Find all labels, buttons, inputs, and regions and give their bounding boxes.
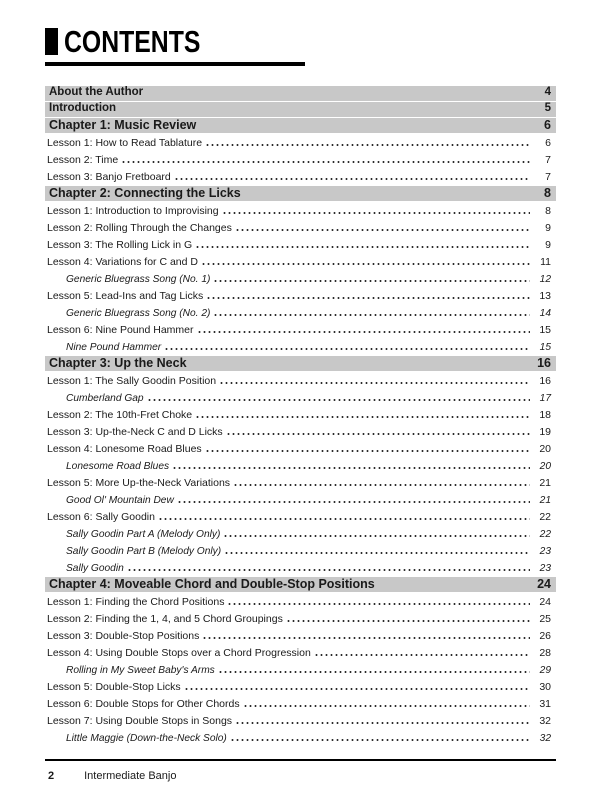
- toc-leader-dots: [223, 534, 530, 538]
- toc-entry: [45, 627, 556, 644]
- toc-entry-label: Cumberland Gap: [66, 392, 144, 404]
- toc-entry: [45, 406, 556, 423]
- toc-entry-page-number: 28: [539, 647, 551, 660]
- toc-leader-dots: [195, 415, 530, 419]
- toc-entry-label: Lesson 1: Finding the Chord Positions: [47, 596, 225, 609]
- toc-entry-label: Lesson 2: Finding the 1, 4, and 5 Chord Groupings: [47, 613, 283, 626]
- toc-leader-dots: [233, 483, 530, 487]
- toc-entry: [45, 678, 556, 695]
- toc-entry: [45, 610, 556, 627]
- toc-entry-label: Lesson 2: The 10th-Fret Choke: [47, 409, 193, 422]
- toc-entry-label: Lesson 5: Lead-Ins and Tag Licks: [47, 290, 204, 303]
- footer-page-number: 2: [48, 770, 55, 782]
- toc-entry: [45, 423, 556, 440]
- toc-leader-dots: [218, 670, 530, 674]
- toc-entry-label: Sally Goodin: [66, 562, 124, 574]
- toc-entry-label: Lesson 6: Nine Pound Hammer: [47, 324, 194, 337]
- toc-entry: [45, 202, 556, 219]
- toc-leader-dots: [230, 738, 530, 742]
- toc-entry-page-number: 17: [539, 392, 551, 404]
- toc-entry: [45, 219, 556, 236]
- toc-entry: [45, 86, 556, 101]
- toc-leader-dots: [235, 721, 530, 725]
- toc-entry-label: Generic Bluegrass Song (No. 1): [66, 273, 211, 285]
- toc-entry-label: Lonesome Road Blues: [66, 460, 170, 472]
- toc-list: [45, 86, 556, 746]
- toc-leader-dots: [147, 398, 530, 402]
- toc-entry-page-number: 25: [539, 613, 551, 626]
- toc-entry-page-number: 20: [539, 443, 551, 456]
- toc-entry-label: Sally Goodin Part B (Melody Only): [66, 545, 222, 557]
- toc-entry: [45, 729, 556, 746]
- toc-leader-dots: [172, 466, 530, 470]
- toc-entry-page-number: 29: [539, 664, 551, 676]
- toc-entry-label: Lesson 3: The Rolling Lick in G: [47, 239, 193, 252]
- toc-entry-label: Little Maggie (Down-the-Neck Solo): [66, 732, 227, 744]
- toc-entry-label: Introduction: [49, 102, 117, 115]
- toc-entry-label: Lesson 4: Variations for C and D: [47, 256, 198, 269]
- toc-leader-dots: [235, 228, 530, 232]
- toc-entry: [45, 525, 556, 542]
- toc-entry: [45, 661, 556, 678]
- toc-entry-label: Chapter 1: Music Review: [49, 117, 197, 132]
- toc-entry: [45, 372, 556, 389]
- toc-entry: [45, 304, 556, 321]
- toc-entry-page-number: 7: [545, 171, 551, 184]
- toc-leader-dots: [119, 109, 530, 113]
- toc-entry-label: Lesson 4: Lonesome Road Blues: [47, 443, 202, 456]
- toc-entry-page-number: 12: [539, 273, 551, 285]
- toc-entry-label: Lesson 5: Double-Stop Licks: [47, 681, 181, 694]
- toc-leader-dots: [222, 211, 530, 215]
- toc-entry-label: Lesson 2: Time: [47, 154, 119, 167]
- toc-entry-page-number: 5: [544, 102, 551, 115]
- toc-leader-dots: [205, 449, 530, 453]
- toc-entry-page-number: 16: [539, 375, 551, 388]
- toc-entry-page-number: 8: [545, 205, 551, 218]
- toc-entry-page-number: 18: [539, 409, 551, 422]
- toc-leader-dots: [177, 500, 530, 504]
- toc-entry: [45, 695, 556, 712]
- toc-leader-dots: [243, 704, 530, 708]
- toc-entry-page-number: 31: [539, 698, 551, 711]
- toc-entry-label: Lesson 6: Double Stops for Other Chords: [47, 698, 240, 711]
- toc-leader-dots: [199, 125, 530, 129]
- toc-entry-page-number: 22: [539, 511, 551, 524]
- toc-entry-page-number: 9: [545, 239, 551, 252]
- toc-entry-page-number: 4: [544, 86, 551, 99]
- toc-entry: [45, 491, 556, 508]
- toc-entry-page-number: 24: [537, 576, 551, 591]
- toc-entry-page-number: 13: [539, 290, 551, 303]
- toc-leader-dots: [184, 687, 530, 691]
- footer-rule: [45, 759, 556, 761]
- toc-entry: [45, 457, 556, 474]
- toc-entry: [45, 356, 556, 371]
- toc-entry-label: Lesson 3: Double-Stop Positions: [47, 630, 200, 643]
- toc-entry-page-number: 22: [539, 528, 551, 540]
- toc-entry: [45, 134, 556, 151]
- toc-entry-page-number: 15: [539, 341, 551, 353]
- toc-entry-page-number: 24: [539, 596, 551, 609]
- toc-leader-dots: [127, 568, 530, 572]
- toc-entry-label: Lesson 3: Banjo Fretboard: [47, 171, 171, 184]
- toc-entry-page-number: 26: [539, 630, 551, 643]
- toc-entry-page-number: 9: [545, 222, 551, 235]
- toc-entry-page-number: 11: [540, 256, 551, 269]
- toc-leader-dots: [244, 193, 530, 197]
- toc-entry: [45, 168, 556, 185]
- toc-entry-page-number: 23: [539, 562, 551, 574]
- toc-entry-label: Lesson 1: The Sally Goodin Position: [47, 375, 217, 388]
- toc-entry-label: Chapter 4: Moveable Chord and Double-Stop Positions: [49, 576, 375, 591]
- toc-entry-page-number: 6: [545, 137, 551, 150]
- toc-entry: [45, 593, 556, 610]
- toc-entry-label: Nine Pound Hammer: [66, 341, 162, 353]
- toc-leader-dots: [201, 262, 530, 266]
- toc-entry: [45, 151, 556, 168]
- toc-leader-dots: [174, 177, 530, 181]
- toc-entry-label: Lesson 5: More Up-the-Neck Variations: [47, 477, 231, 490]
- toc-entry: [45, 542, 556, 559]
- toc-leader-dots: [224, 551, 530, 555]
- toc-leader-dots: [202, 636, 530, 640]
- page-header: [45, 26, 556, 66]
- toc-entry-label: Chapter 2: Connecting the Licks: [49, 185, 241, 200]
- toc-entry-label: Good Ol' Mountain Dew: [66, 494, 174, 506]
- toc-entry-page-number: 6: [544, 117, 551, 132]
- page-footer: [45, 759, 556, 782]
- toc-entry: [45, 287, 556, 304]
- toc-entry: [45, 321, 556, 338]
- toc-leader-dots: [121, 160, 530, 164]
- toc-leader-dots: [164, 347, 530, 351]
- toc-entry: [45, 577, 556, 592]
- toc-entry: [45, 508, 556, 525]
- title-underline: [45, 62, 305, 66]
- toc-leader-dots: [286, 619, 530, 623]
- toc-leader-dots: [158, 517, 530, 521]
- toc-entry-label: Lesson 4: Using Double Stops over a Chord Progression: [47, 647, 311, 660]
- toc-leader-dots: [190, 363, 530, 367]
- title-decoration-square: [45, 28, 58, 55]
- toc-entry-page-number: 23: [539, 545, 551, 557]
- title-row: [45, 26, 556, 57]
- toc-entry-label: Chapter 3: Up the Neck: [49, 355, 187, 370]
- toc-entry: [45, 338, 556, 355]
- toc-entry-label: Lesson 7: Using Double Stops in Songs: [47, 715, 233, 728]
- toc-leader-dots: [219, 381, 530, 385]
- toc-leader-dots: [213, 279, 530, 283]
- toc-entry-label: Lesson 3: Up-the-Neck C and D Licks: [47, 426, 223, 439]
- toc-entry-label: Rolling in My Sweet Baby's Arms: [66, 664, 215, 676]
- toc-leader-dots: [227, 602, 530, 606]
- toc-entry: [45, 186, 556, 201]
- toc-entry-page-number: 8: [544, 185, 551, 200]
- toc-entry: [45, 559, 556, 576]
- toc-entry-label: Lesson 1: How to Read Tablature: [47, 137, 203, 150]
- toc-entry-page-number: 20: [539, 460, 551, 472]
- toc-leader-dots: [213, 313, 530, 317]
- toc-entry-page-number: 21: [539, 477, 551, 490]
- toc-entry: [45, 236, 556, 253]
- toc-entry: [45, 102, 556, 117]
- toc-entry-page-number: 19: [539, 426, 551, 439]
- toc-entry-label: Lesson 6: Sally Goodin: [47, 511, 155, 524]
- toc-entry: [45, 712, 556, 729]
- toc-entry-label: Sally Goodin Part A (Melody Only): [66, 528, 221, 540]
- toc-leader-dots: [146, 93, 530, 97]
- toc-entry-page-number: 32: [539, 715, 551, 728]
- toc-entry-label: Lesson 1: Introduction to Improvising: [47, 205, 219, 218]
- toc-leader-dots: [378, 584, 530, 588]
- toc-entry-page-number: 30: [539, 681, 551, 694]
- footer-book-title: Intermediate Banjo: [84, 770, 177, 782]
- toc-entry-page-number: 14: [539, 307, 551, 319]
- toc-entry: [45, 644, 556, 661]
- toc-entry-label: Lesson 2: Rolling Through the Changes: [47, 222, 232, 235]
- toc-entry-page-number: 21: [539, 494, 551, 506]
- toc-leader-dots: [197, 330, 531, 334]
- toc-leader-dots: [314, 653, 530, 657]
- toc-leader-dots: [226, 432, 530, 436]
- page-title: CONTENTS: [64, 24, 201, 59]
- toc-entry-label: About the Author: [49, 86, 144, 99]
- footer-text: [45, 770, 556, 782]
- toc-entry: [45, 270, 556, 287]
- toc-entry: [45, 474, 556, 491]
- toc-leader-dots: [206, 296, 530, 300]
- toc-entry-page-number: 16: [537, 355, 551, 370]
- toc-leader-dots: [205, 143, 530, 147]
- toc-entry: [45, 440, 556, 457]
- toc-entry-page-number: 32: [539, 732, 551, 744]
- toc-entry-page-number: 7: [545, 154, 551, 167]
- toc-entry: [45, 118, 556, 133]
- toc-entry: [45, 389, 556, 406]
- toc-entry-page-number: 15: [539, 324, 551, 337]
- toc-entry: [45, 253, 556, 270]
- toc-entry-label: Generic Bluegrass Song (No. 2): [66, 307, 211, 319]
- toc-leader-dots: [195, 245, 530, 249]
